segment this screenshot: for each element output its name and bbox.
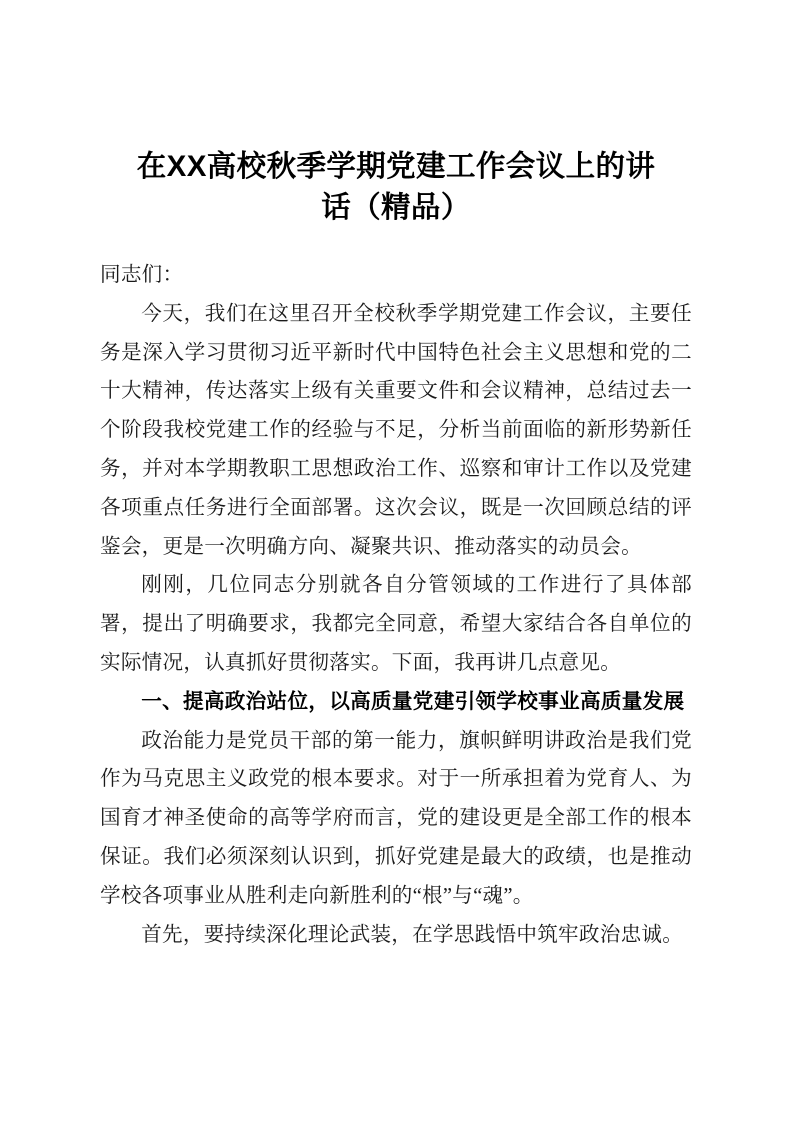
- document-content: [100, 0, 692, 954]
- title-line-1: 在XX高校秋季学期党建工作会议上的讲: [136, 150, 656, 183]
- paragraph-salutation: 同志们：: [100, 264, 184, 286]
- page-title: [100, 0, 692, 228]
- document-body: [100, 256, 692, 954]
- title-line-2: 话（精品）: [321, 191, 471, 224]
- paragraph-opening: 今天，我们在这里召开全校秋季学期党建工作会议，主要任务是深入学习贯彻习近平新时代中国特色社会主义思想和党的二十大精神，传达落实上级有关重要文件和会议精神，总结过去一个阶段我校党建工作的经验与不足，分析当前面临的新形势新任务，并对本学期教职工思想政治工作、巡察和审计工作以及党建各项重点任务进行全面部署。这次会议，既是一次回顾总结的评鉴会，更是一次明确方向、凝聚共识、推动落实的动员会。: [100, 302, 692, 558]
- paragraph-just-now: 刚刚，几位同志分别就各自分管领域的工作进行了具体部署，提出了明确要求，我都完全同意，希望大家结合各自单位的实际情况，认真抓好贯彻落实。下面，我再讲几点意见。: [100, 574, 692, 674]
- paragraph-first-point: 首先，要持续深化理论武装，在学思践悟中筑牢政治忠诚。: [141, 923, 684, 946]
- section-heading-one: 一、提高政治站位，以高质量党建引领学校事业高质量发展: [141, 690, 685, 713]
- paragraph-political-ability: 政治能力是党员干部的第一能力，旗帜鲜明讲政治是我们党作为马克思主义政党的根本要求。对于一所承担着为党育人、为国育才神圣使命的高等学府而言，党的建设更是全部工作的根本保证。我们必须深刻认识到，抓好党建是最大的政绩，也是推动学校各项事业从胜利走向新胜利的“根”与“魂”。: [100, 729, 692, 907]
